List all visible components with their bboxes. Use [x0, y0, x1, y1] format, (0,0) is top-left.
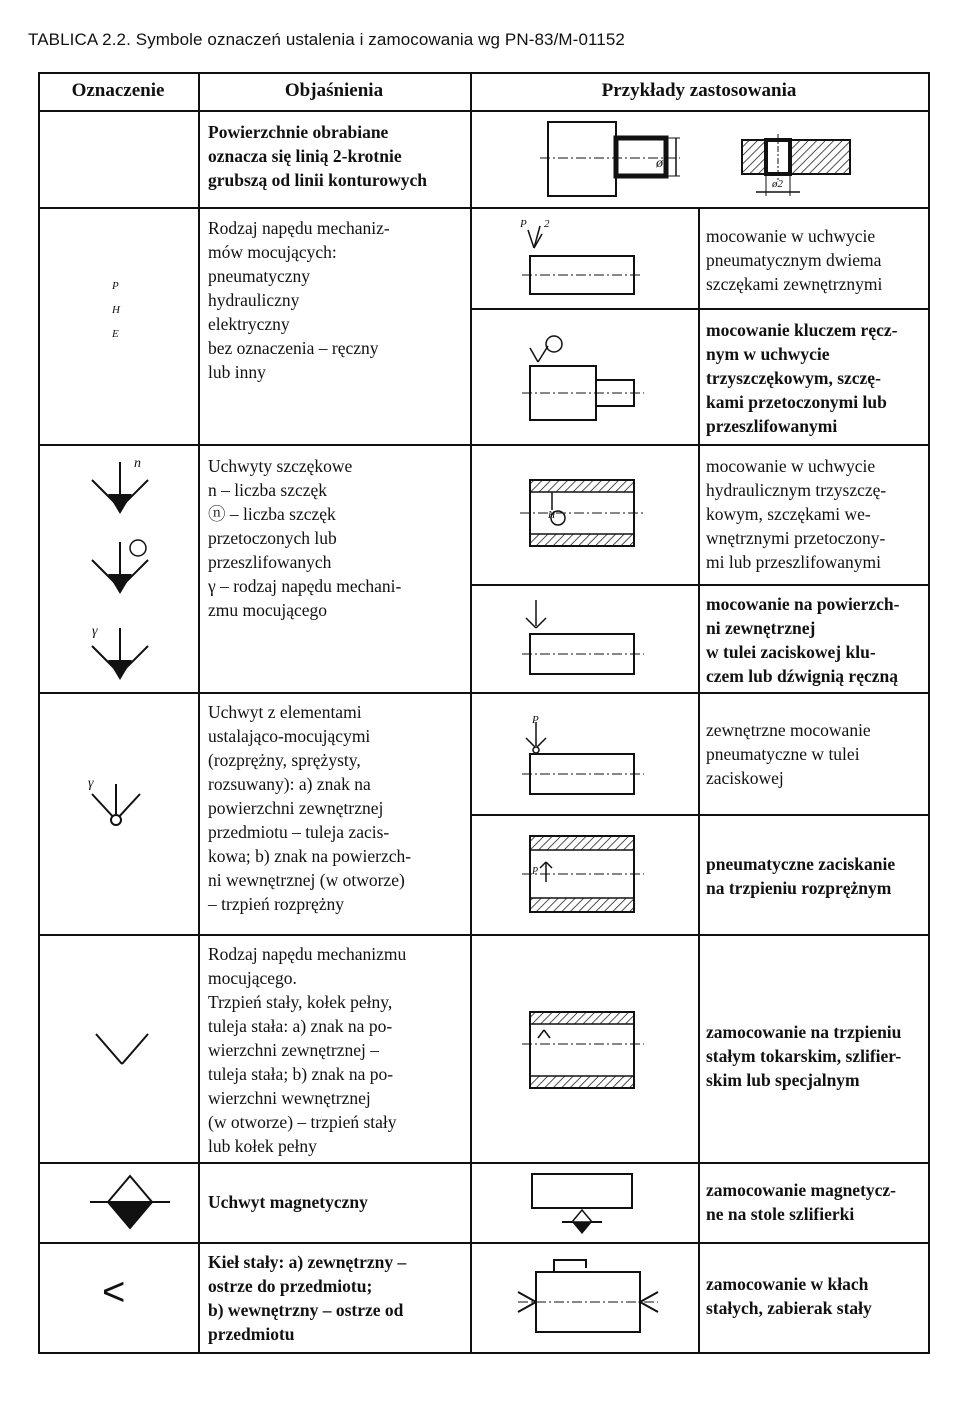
row6-explanation: Uchwyt magnetyczny — [208, 1192, 368, 1212]
row7-symbol-center: < — [102, 1270, 126, 1314]
row7-explanation: Kieł stały: a) zewnętrzny – ostrze do przedmiotu; b) wewnętrzny – ostrze od przedmiotu — [208, 1252, 407, 1344]
row3-symbol-gamma: γ — [92, 624, 98, 639]
row2-example1-text: mocowanie w uchwycie pneumatycznym dwiema szczękami zewnętrznymi — [706, 226, 883, 294]
row1-example-bore — [738, 134, 858, 204]
row4-example1-drawing — [522, 712, 672, 802]
row5-example-text: zamocowanie na trzpieniu stałym tokarskim, szlifier- skim lub specjalnym — [706, 1022, 902, 1090]
row3-symbol-chuck — [86, 454, 176, 524]
column-divider-2 — [470, 72, 472, 1352]
row5-symbol-fixed-mandrel — [92, 1030, 172, 1070]
row-divider-3 — [38, 692, 928, 694]
row6-example-drawing — [522, 1170, 672, 1240]
row7-example-text: zamocowanie w kłach stałych, zabierak stały — [706, 1274, 872, 1318]
row3-example1-drawing — [518, 470, 668, 560]
row4-example2-text: pneumatyczne zaciskanie na trzpieniu rozprężnym — [706, 854, 896, 898]
row4-explanation: Uchwyt z elementami ustalająco-mocującymi (rozprężny, sprężysty, rozsuwany): a) znak na powierzchni zewnętrznej przedmiotu – tuleja zacis- kowa; b) znak na powierzch- ni wewnętrznej (w otworze) – trzpień rozprężny — [208, 702, 412, 914]
column-divider-1 — [198, 72, 200, 1352]
row4-example1-label: P — [532, 714, 539, 726]
row6-example-text: zamocowanie magnetycz- ne na stole szlifierki — [706, 1180, 897, 1224]
row2-example1-drawing — [518, 220, 668, 300]
row4-symbol-expanding — [88, 780, 178, 840]
header-objasnienia: Objaśnienia — [284, 80, 384, 101]
row3-example2-text: mocowanie na powierzch- ni zewnętrznej w tulei zaciskowej klu- czem lub dźwignią ręczną — [706, 594, 900, 686]
row-divider-1 — [38, 207, 928, 209]
row5-example-drawing — [522, 1008, 672, 1098]
row3-example1-label: H — [548, 510, 556, 521]
row2-letter-h: H — [112, 304, 120, 316]
row-divider-2 — [38, 444, 928, 446]
row2-letter-p: P — [112, 280, 119, 292]
row1-dim-b: ø2 — [772, 178, 783, 190]
row5-explanation: Rodzaj napędu mechanizmu mocującego. Trzpień stały, kołek pełny, tuleja stała: a) znak na po- wierzchni zewnętrznej – tuleja stała; b) znak na po- wierzchni wewnętrznej (w otworze) – trzpień stały lub kołek pełny — [208, 944, 407, 1156]
example-divider — [698, 207, 700, 1352]
row-divider-4 — [38, 934, 928, 936]
row3-example1-text: mocowanie w uchwycie hydraulicznym trzyszczę- kowym, szczękami we- wnętrznymi przetoczony- mi lub przeszlifowanymi — [706, 456, 887, 572]
row3-symbol-n: n — [134, 456, 141, 471]
header-przyklady: Przykłady zastosowania — [601, 80, 797, 101]
row1-dim-a: ø1 — [656, 156, 670, 171]
header-oznaczenie: Oznaczenie — [71, 80, 165, 101]
row3-symbol-chuck-gamma — [86, 620, 186, 690]
row2-example2-drawing — [522, 322, 672, 432]
row4-example2-label: P — [532, 866, 539, 877]
row6-symbol-magnetic — [90, 1170, 180, 1234]
row2-example1-label: P — [520, 218, 527, 230]
row7-example-drawing — [508, 1250, 688, 1342]
header-divider — [38, 110, 928, 112]
row-divider-5 — [38, 1162, 928, 1164]
row3-explanation: Uchwyty szczękowe n – liczba szczęk ⓝ – liczba szczęk przetoczonych lub przeszlifowanych γ – rodzaj napędu mechani- zmu mocującego — [208, 456, 402, 620]
row3-symbol-chuck-circled — [86, 534, 186, 604]
row-divider-6 — [38, 1242, 928, 1244]
row4-symbol-gamma: γ — [88, 776, 94, 791]
row2-explanation: Rodzaj napędu mechaniz- mów mocujących: pneumatyczny hydrauliczny elektryczny bez oznaczenia – ręczny lub inny — [208, 218, 390, 382]
row4-example1-text: zewnętrzne mocowanie pneumatyczne w tulei zaciskowej — [706, 720, 871, 788]
symbols-table — [38, 72, 930, 1354]
table-caption: TABLICA 2.2. Symbole oznaczeń ustalenia i zamocowania wg PN-83/M-01152 — [28, 30, 625, 49]
row1-explanation: Powierzchnie obrabiane oznacza się linią 2-krotnie grubszą od linii konturowych — [208, 122, 427, 190]
row4-example2-drawing — [522, 832, 672, 922]
row2-letter-e: E — [112, 328, 119, 340]
row3-example2-drawing — [522, 596, 672, 682]
row2-example2-text: mocowanie kluczem ręcz- nym w uchwycie trzyszczękowym, szczę- kami przetoczonymi lub przeszlifowanymi — [706, 320, 898, 436]
row2-example1-n: 2 — [544, 218, 550, 230]
